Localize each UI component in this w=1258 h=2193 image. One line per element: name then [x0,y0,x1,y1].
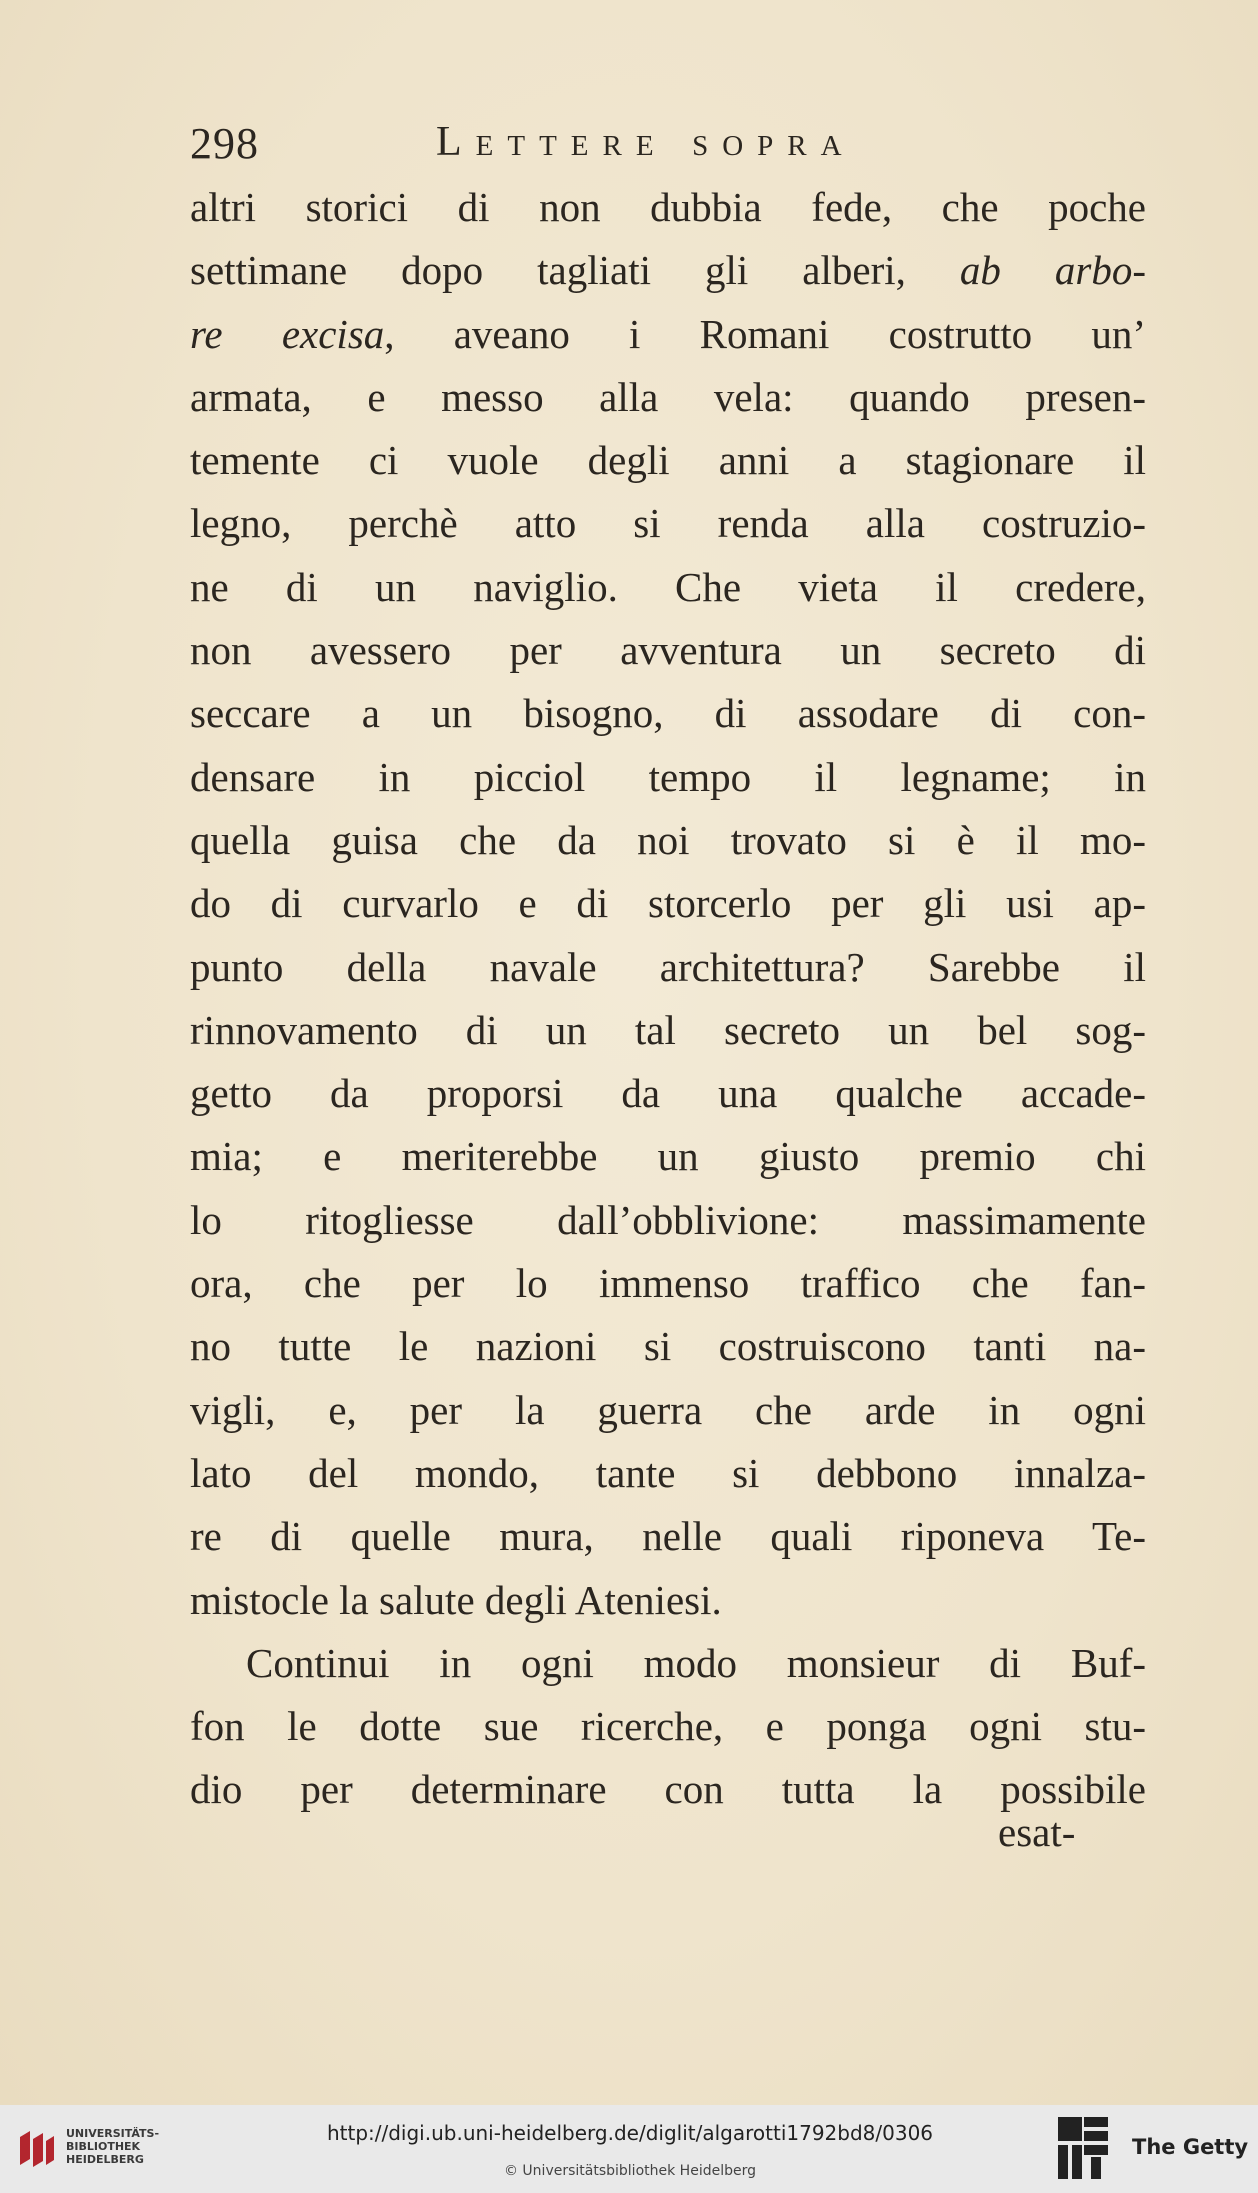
library-logo-text [66,2127,159,2166]
page-header [190,118,1150,174]
text-run: , aveano i Romani costrutto un’ [384,310,1146,357]
text-line: lato del mondo, tante si debbono innalza- [190,1449,1146,1496]
text-line: mia; e meriterebbe un giusto premio chi [190,1133,1146,1180]
text-line: quella guisa che da noi trovato si è il mo- [190,816,1146,863]
text-line: punto della navale architettura? Sarebbe il [190,943,1146,990]
catchword: esat- [998,1809,1076,1855]
text-line: seccare a un bisogno, di assodare di con- [190,690,1146,737]
library-name-line: UNIVERSITÄTS- [66,2127,160,2140]
text-line: ora, che per lo immenso traffico che fan- [190,1260,1146,1307]
body-text [190,176,1146,1822]
library-logo[interactable] [14,2123,164,2179]
text-line: densare in picciol tempo il legname; in [190,753,1146,800]
text-line [190,303,1146,366]
text-line [190,239,1146,302]
text-line: altri storici di non dubbia fede, che poche [190,184,1146,230]
library-name-line: BIBLIOTHEK [66,2140,141,2153]
text-line: Continui in ogni modo monsieur di Buf- [246,1639,1146,1686]
text-line: fon le dotte sue ricerche, e ponga ogni stu- [190,1703,1146,1750]
library-name-line: HEIDELBERG [66,2153,144,2166]
partner-name: The Getty [1132,2135,1249,2159]
text-run: settimane dopo tagliati gli alberi, [190,247,960,294]
text-line: lo ritogliesse dall’obblivione: massimamente [190,1196,1146,1243]
text-line: armata, e messo alla vela: quando presen- [190,373,1146,420]
text-line: temente ci vuole degli anni a stagionare il [190,437,1146,484]
text-line: dio per determinare con tutta la possibile [190,1766,1146,1813]
text-line: vigli, e, per la guerra che arde in ogni [190,1386,1146,1433]
viewer-footer [0,2105,1258,2193]
permalink-url[interactable]: http://digi.ub.uni-heidelberg.de/diglit/algarotti1792bd8/0306 [326,2121,934,2145]
text-line: re di quelle mura, nelle quali riponeva Te- [190,1513,1146,1560]
copyright-notice: © Universitätsbibliothek Heidelberg [503,2163,756,2179]
text-line: mistocle la salute degli Ateniesi. [190,1576,722,1623]
text-line: no tutte le nazioni si costruiscono tanti na- [190,1323,1146,1370]
heidelberg-seal-icon [14,2127,58,2171]
text-line: getto da proporsi da una qualche accade- [190,1070,1146,1117]
getty-logo-icon[interactable] [1058,2117,1108,2179]
latin-italic-phrase: re excisa [190,310,385,357]
page-number: 298 [190,119,259,168]
latin-italic-phrase: ab arbo- [959,247,1147,294]
text-line: rinnovamento di un tal secreto un bel sog- [190,1006,1146,1053]
text-line: non avessero per avventura un secreto di [190,627,1146,674]
text-line: legno, perchè atto si renda alla costruzio- [190,500,1146,547]
text-line: do di curvarlo e di storcerlo per gli usi ap- [190,880,1146,927]
text-line: ne di un naviglio. Che vieta il credere, [190,563,1146,610]
running-head: Lettere sopra [436,119,856,165]
